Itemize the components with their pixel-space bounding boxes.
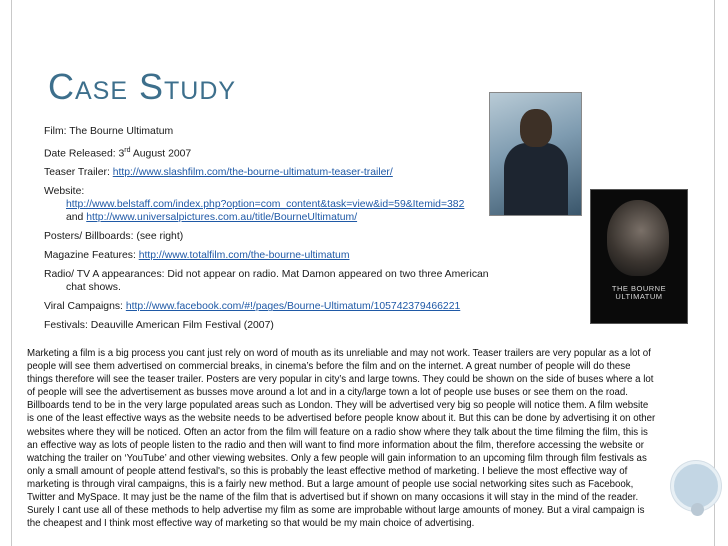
film-text: Film: The Bourne Ultimatum [44, 126, 174, 137]
slide-title: Case Study [48, 66, 237, 107]
date-item [44, 144, 494, 160]
body-paragraph: Marketing a film is a big process you cant just rely on word of mouth as its unreliable and may not work. Teaser trailers are very popular as a lot of people will see them advertised on commercial breaks, in cinema’s before the film and on the internet. A great number of people will do these things therefore will see the teaser trailer. Posters are very popular in city’s and large towns. They could be shown on the side of buses where a lot of people will see the advertisement as busses move around a lot and in a city/large town a lot of people use buses or see them on the road. Billboards tend to be in the very large populated areas such as London. They will be advertised very big so people will notice them. A film website is one of the least effective ways as the website needs to be advertised before people know about it. But this can be done by advertising it on other websites where they will be noticed. Often an actor from the film will feature on a radio show where they talk about the time filming the film, this is an effective way as lots of people listen to the radio and then will want to find more information about the film, therefore accessing the website or watching the trailer on ‘YouTube’ and other viewing websites. Only a few people will gain information to an upcoming film through film festivals as only a small amount of people attend festival's, so this is probably the least effective method of marketing. I believe the most effective way of marketing is through viral campaigns, this is a fairly new method. But a large amount of people use social networking sites such as Facebook, Twitter and MySpace. It may just be the name of the film that is advertised but if shown on many occasions it will stay in the mind of the reader. Surely I cant use all of these methods to help advertise my film as some are improbable without large amounts of money. But a viral campaign is the cheapest and I think most effective way of marketing so that would be my main choice of advertising. [27, 348, 656, 530]
poster1-figure-head [520, 109, 552, 147]
bullet-list [44, 125, 494, 338]
website-links [44, 198, 494, 224]
magazine-link[interactable]: http://www.totalfilm.com/the-bourne-ultimatum [138, 250, 350, 262]
poster-image-2 [590, 189, 688, 324]
website-label: Website: [44, 186, 85, 198]
radio-text-cont: chat shows. [66, 282, 121, 294]
date-text: Date Released: 3 [44, 148, 125, 160]
posters-text: Posters/ Billboards: (see right) [44, 231, 184, 243]
film-item [44, 125, 494, 138]
festivals-item [44, 319, 494, 332]
radio-text: Radio/ TV A appearances: Did not appear on radio. Mat Damon appeared on two three American [44, 269, 489, 281]
poster-image-1 [489, 92, 582, 216]
viral-item [44, 300, 494, 313]
viral-label: Viral Campaigns: [44, 301, 126, 313]
posters-item [44, 230, 494, 243]
magazine-item [44, 249, 494, 262]
festivals-text: Festivals: Deauville American Film Festival (2007) [44, 320, 274, 332]
poster2-title: THE BOURNE ULTIMATUM [611, 284, 667, 301]
date-suffix: August 2007 [130, 148, 192, 160]
trailer-label: Teaser Trailer: [44, 167, 113, 179]
poster2-face [607, 200, 669, 276]
website-link-belstaff[interactable]: http://www.belstaff.com/index.php?option=com_content&task=view&id=59&Itemid=382 [66, 199, 465, 211]
poster1-figure-body [504, 143, 568, 215]
decorative-circle-small [691, 503, 704, 516]
website-item [44, 185, 494, 224]
viral-link[interactable]: http://www.facebook.com/#!/pages/Bourne-Ultimatum/105742379466221 [125, 301, 461, 313]
date-sup: rd [124, 147, 131, 154]
trailer-item [44, 166, 494, 179]
website-link-universal[interactable]: http://www.universalpictures.com.au/title/BourneUltimatum/ [86, 212, 358, 224]
radio-item [44, 268, 494, 294]
trailer-link[interactable]: http://www.slashfilm.com/the-bourne-ultimatum-teaser-trailer/ [112, 167, 393, 179]
magazine-label: Magazine Features: [44, 250, 139, 262]
website-and: and [66, 212, 87, 224]
